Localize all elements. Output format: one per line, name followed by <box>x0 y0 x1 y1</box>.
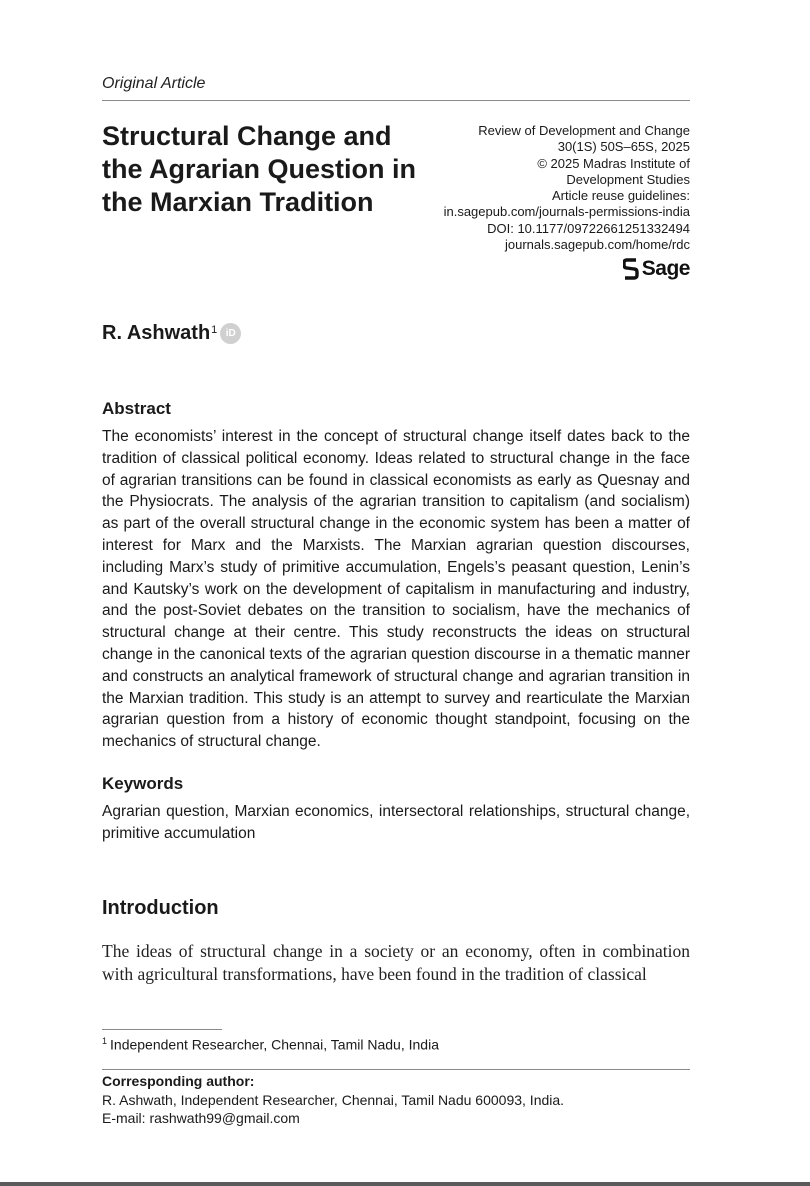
copyright-line-1: © 2025 Madras Institute of <box>537 155 690 171</box>
sage-wordmark: Sage <box>641 257 690 280</box>
reuse-guidelines-label: Article reuse guidelines: <box>551 188 690 204</box>
journal-name: Review of Development and Change <box>478 123 690 138</box>
introduction-text: The ideas of structural change in a society or an economy, often in combination with agricultural transformations, have been found in the tradition of classical <box>102 941 690 984</box>
corresponding-divider <box>102 1069 690 1070</box>
corresponding-email[interactable]: E-mail: rashwath99@gmail.com <box>102 1110 300 1126</box>
footnote-marker: 1 <box>102 1036 108 1046</box>
doi-link[interactable]: DOI: 10.1177/09722661251332494 <box>487 220 690 236</box>
article-title: Structural Change and the Agrarian Question in the Marxian Tradition <box>102 121 417 217</box>
orcid-icon[interactable]: iD <box>220 323 241 344</box>
volume-pages: 30(1S) 50S–65S, 2025 <box>557 139 690 155</box>
introduction-heading: Introduction <box>102 897 219 919</box>
header-divider <box>102 100 690 101</box>
footnote <box>102 1036 439 1053</box>
footnote-divider <box>102 1029 222 1030</box>
publication-info <box>390 123 690 253</box>
section-label: Original Article <box>102 75 206 92</box>
keywords-heading: Keywords <box>102 774 184 793</box>
journal-homepage-link[interactable]: journals.sagepub.com/home/rdc <box>505 237 690 253</box>
keywords-text: Agrarian question, Marxian economics, intersectoral relationships, structural change, primitive accumulation <box>102 803 690 842</box>
author-name: R. Ashwath <box>102 322 211 344</box>
corresponding-address: R. Ashwath, Independent Researcher, Chennai, Tamil Nadu 600093, India. <box>102 1092 565 1108</box>
author <box>102 322 241 345</box>
sage-logo <box>623 257 690 281</box>
sage-s-icon <box>623 258 639 280</box>
author-affiliation-marker: 1 <box>211 324 218 336</box>
footnote-text: Independent Researcher, Chennai, Tamil Nadu, India <box>110 1036 439 1053</box>
abstract-heading: Abstract <box>102 399 171 418</box>
abstract-text: The economists’ interest in the concept of structural change itself dates back to the tradition of classical political economy. Ideas related to structural change in the face of agrarian transitions can be found in classical economists as early as Quesnay and the Physiocrats. The analysis of the agrarian transition to capitalism (and socialism) as part of the overall structural change in the economic system has been a matter of interest for Marx and the Marxists. The Marxian agrarian question discourses, including Marx’s study of primitive accumulation, Engels’s peasant question, Lenin’s and Kautsky’s work on the development of capitalism in manufacturing and industry, and the post-Soviet debates on the transition to socialism, have the mechanics of structural change at their centre. This study reconstructs the ideas on structural change in the canonical texts of the agrarian question discourse in a thematic manner and constructs an analytical framework of structural change and agrarian transition in the Marxian tradition. This study is an attempt to survey and rearticulate the Marxian agrarian question from a history of economic thought standpoint, focusing on the mechanics of structural change. <box>102 428 690 751</box>
corresponding-author-heading: Corresponding author: <box>102 1073 255 1089</box>
copyright-line-2: Development Studies <box>566 171 690 187</box>
viewer-bottom-bar <box>0 1182 810 1186</box>
reuse-guidelines-link[interactable]: in.sagepub.com/journals-permissions-india <box>443 204 690 220</box>
